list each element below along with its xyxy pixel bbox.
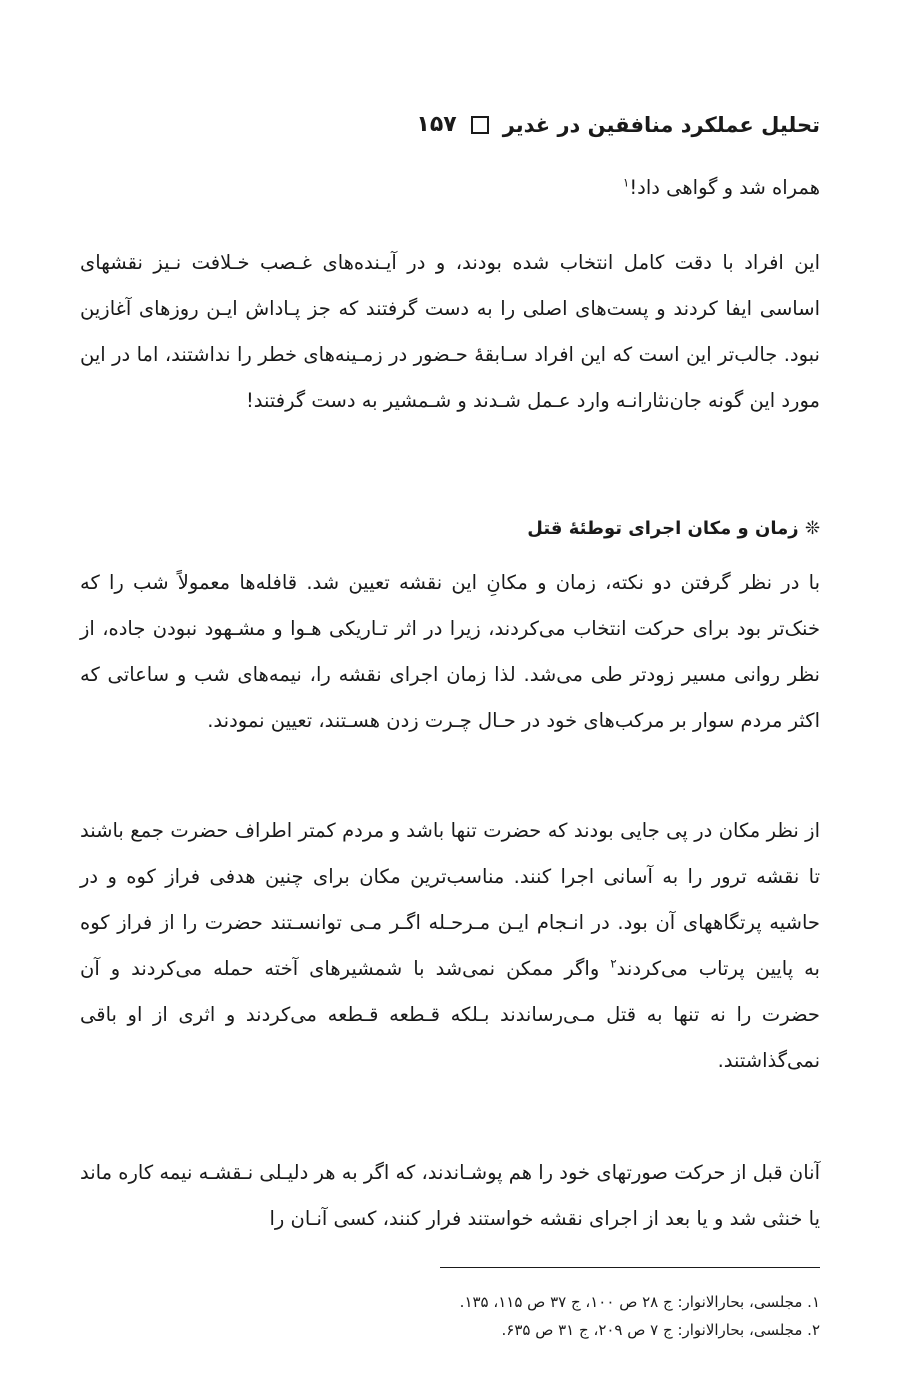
paragraph-2-text: با در نظر گرفتن دو نکته، زمان و مکانِ این نقشه تعیین شد. قافله‌ها معمولاً شب را که خنک‌تر بود برای حرکت انتخاب می‌کردند، زیرا در اثر تـاریکی هـوا و مشـهود نبودن جاده، از نظر روانی مسیر زودتر طی می‌شد. لذا زمان اجرای نقشه را، نیمه‌های شب و ساعاتی که اکثر مردم سوار بر مرکب‌های خود در حـال چـرت زدن هسـتند، تعیین نمودند. (80, 571, 820, 732)
header-title: تحلیل عملکرد منافقین در غدیر (502, 112, 820, 137)
paragraph-2 (80, 560, 820, 744)
paragraph-1 (80, 240, 820, 424)
paragraph-3-text-a: از نظر مکان در پی جایی بودند که حضرت تنها باشد و مردم کمتر اطراف حضرت جمع باشند تا نقشه ترور را به آسانی اجرا کنند. مناسب‌ترین مکان برای چنین هدفی فراز کوه و در حاشیه پرتگاههای آن بود. در انـجام ایـن مـرحـله اگـر مـی توانسـتند حضرت را از فراز کوه به پایین پرتاب می‌کردند (80, 819, 820, 980)
section-title: زمان و مکان اجرای توطئهٔ قتل (527, 518, 799, 539)
square-separator-icon (471, 116, 489, 134)
paragraph-3 (80, 808, 820, 1084)
intro-text: همراه شد و گواهی داد! (629, 176, 820, 199)
paragraph-4-text: آنان قبل از حرکت صورتهای خود را هم پوشـاندند، که اگر به هر دلیـلی نـقشـه نیمه کاره ماند یا خنثی شد و یا بعد از اجرای نقشه خواستند فرار کنند، کسی آنـان را (80, 1161, 820, 1230)
footnotes (80, 1288, 820, 1344)
paragraph-1-text: این افراد با دقت کامل انتخاب شده بودند، و در آیـنده‌های غـصب خـلافت نـیز نقشهای اساسی ایفا کردند و پست‌های اصلی را به دست گرفتند که جز پـاداش ایـن روزهای آغازین نبود. جالب‌تر این است که این افراد سـابقهٔ حـضور در زمـینه‌های خطر را نداشتند، اما در این مورد این گونه جان‌نثارانـه وارد عـمل شـدند و شـمشیر به دست گرفتند! (80, 251, 820, 412)
footnote-ref-2: ۲ (610, 956, 617, 971)
section-marker-icon: ❊ (804, 518, 820, 539)
page-number: ۱۵۷ (416, 112, 457, 137)
footnote-1: ۱. مجلسی، بحارالانوار: ج ۲۸ ص ۱۰۰، ج ۳۷ ص ۱۱۵، ۱۳۵. (459, 1293, 820, 1311)
footnote-2: ۲. مجلسی، بحارالانوار: ج ۷ ص ۲۰۹، ج ۳۱ ص ۶۳۵. (501, 1321, 820, 1339)
running-header (416, 112, 820, 137)
intro-line (80, 165, 820, 211)
footnote-ref-1: ۱ (622, 175, 630, 190)
footnote-divider (440, 1267, 820, 1268)
section-heading (527, 518, 820, 539)
paragraph-3-text-b: واگر ممکن نمی‌شد با شمشیرهای آخته حمله می‌کردند و آن حضرت را نه تنها به قتل مـی‌رساندند بـلکه قـطعه قـطعه می‌کردند و اثری از او باقی نمی‌گذاشتند. (80, 957, 820, 1072)
paragraph-4 (80, 1150, 820, 1242)
